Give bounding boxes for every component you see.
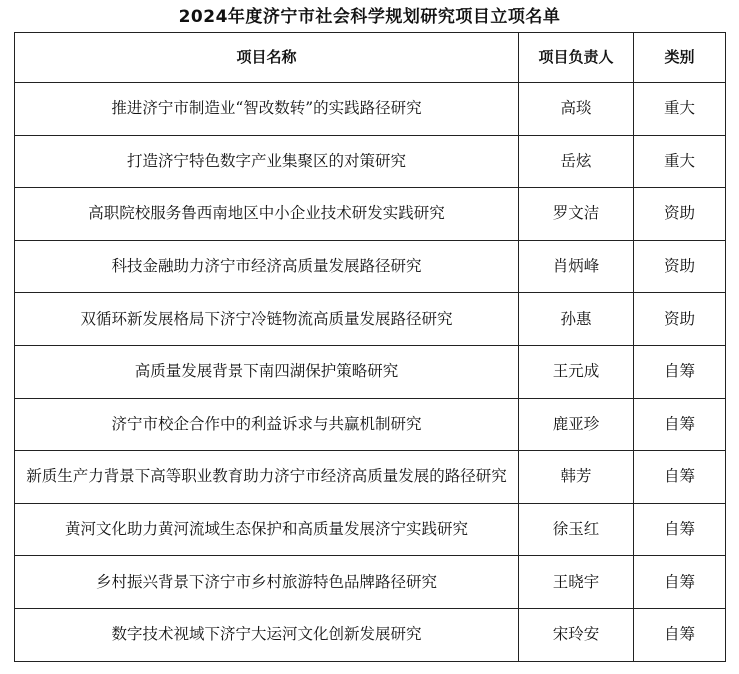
table-row	[15, 398, 726, 451]
project-name-cell: 数字技术视域下济宁大运河文化创新发展研究	[15, 608, 519, 661]
table-row	[15, 240, 726, 293]
project-category-cell: 自筹	[634, 608, 726, 661]
project-leader-cell: 徐玉红	[519, 503, 634, 556]
project-leader-cell: 肖炳峰	[519, 240, 634, 293]
project-name-cell: 乡村振兴背景下济宁市乡村旅游特色品牌路径研究	[15, 556, 519, 609]
table-row	[15, 188, 726, 241]
project-category-cell: 重大	[634, 135, 726, 188]
project-name-cell: 科技金融助力济宁市经济高质量发展路径研究	[15, 240, 519, 293]
table-row	[15, 503, 726, 556]
header-project-name: 项目名称	[15, 33, 519, 83]
table-row	[15, 345, 726, 398]
project-category-cell: 资助	[634, 188, 726, 241]
table-row	[15, 135, 726, 188]
project-name-cell: 高质量发展背景下南四湖保护策略研究	[15, 345, 519, 398]
project-leader-cell: 岳炫	[519, 135, 634, 188]
project-name-cell: 双循环新发展格局下济宁冷链物流高质量发展路径研究	[15, 293, 519, 346]
table-row	[15, 556, 726, 609]
table-header-row	[15, 33, 726, 83]
project-leader-cell: 韩芳	[519, 451, 634, 504]
project-category-cell: 资助	[634, 240, 726, 293]
project-category-cell: 自筹	[634, 345, 726, 398]
project-category-cell: 重大	[634, 83, 726, 136]
project-name-cell: 打造济宁特色数字产业集聚区的对策研究	[15, 135, 519, 188]
project-leader-cell: 罗文洁	[519, 188, 634, 241]
project-name-cell: 新质生产力背景下高等职业教育助力济宁市经济高质量发展的路径研究	[15, 451, 519, 504]
header-category: 类别	[634, 33, 726, 83]
project-leader-cell: 王元成	[519, 345, 634, 398]
project-leader-cell: 宋玲安	[519, 608, 634, 661]
table-row	[15, 608, 726, 661]
project-category-cell: 自筹	[634, 556, 726, 609]
project-leader-cell: 王晓宇	[519, 556, 634, 609]
project-name-cell: 黄河文化助力黄河流域生态保护和高质量发展济宁实践研究	[15, 503, 519, 556]
table-row	[15, 451, 726, 504]
project-leader-cell: 高琰	[519, 83, 634, 136]
project-leader-cell: 鹿亚珍	[519, 398, 634, 451]
header-project-leader: 项目负责人	[519, 33, 634, 83]
table-row	[15, 293, 726, 346]
projects-table	[14, 32, 726, 662]
project-name-cell: 济宁市校企合作中的利益诉求与共赢机制研究	[15, 398, 519, 451]
project-name-cell: 推进济宁市制造业“智改数转”的实践路径研究	[15, 83, 519, 136]
project-leader-cell: 孙惠	[519, 293, 634, 346]
project-category-cell: 自筹	[634, 398, 726, 451]
project-category-cell: 自筹	[634, 503, 726, 556]
project-name-cell: 高职院校服务鲁西南地区中小企业技术研发实践研究	[15, 188, 519, 241]
document-title: 2024年度济宁市社会科学规划研究项目立项名单	[178, 7, 561, 27]
project-category-cell: 自筹	[634, 451, 726, 504]
project-category-cell: 资助	[634, 293, 726, 346]
table-row	[15, 83, 726, 136]
